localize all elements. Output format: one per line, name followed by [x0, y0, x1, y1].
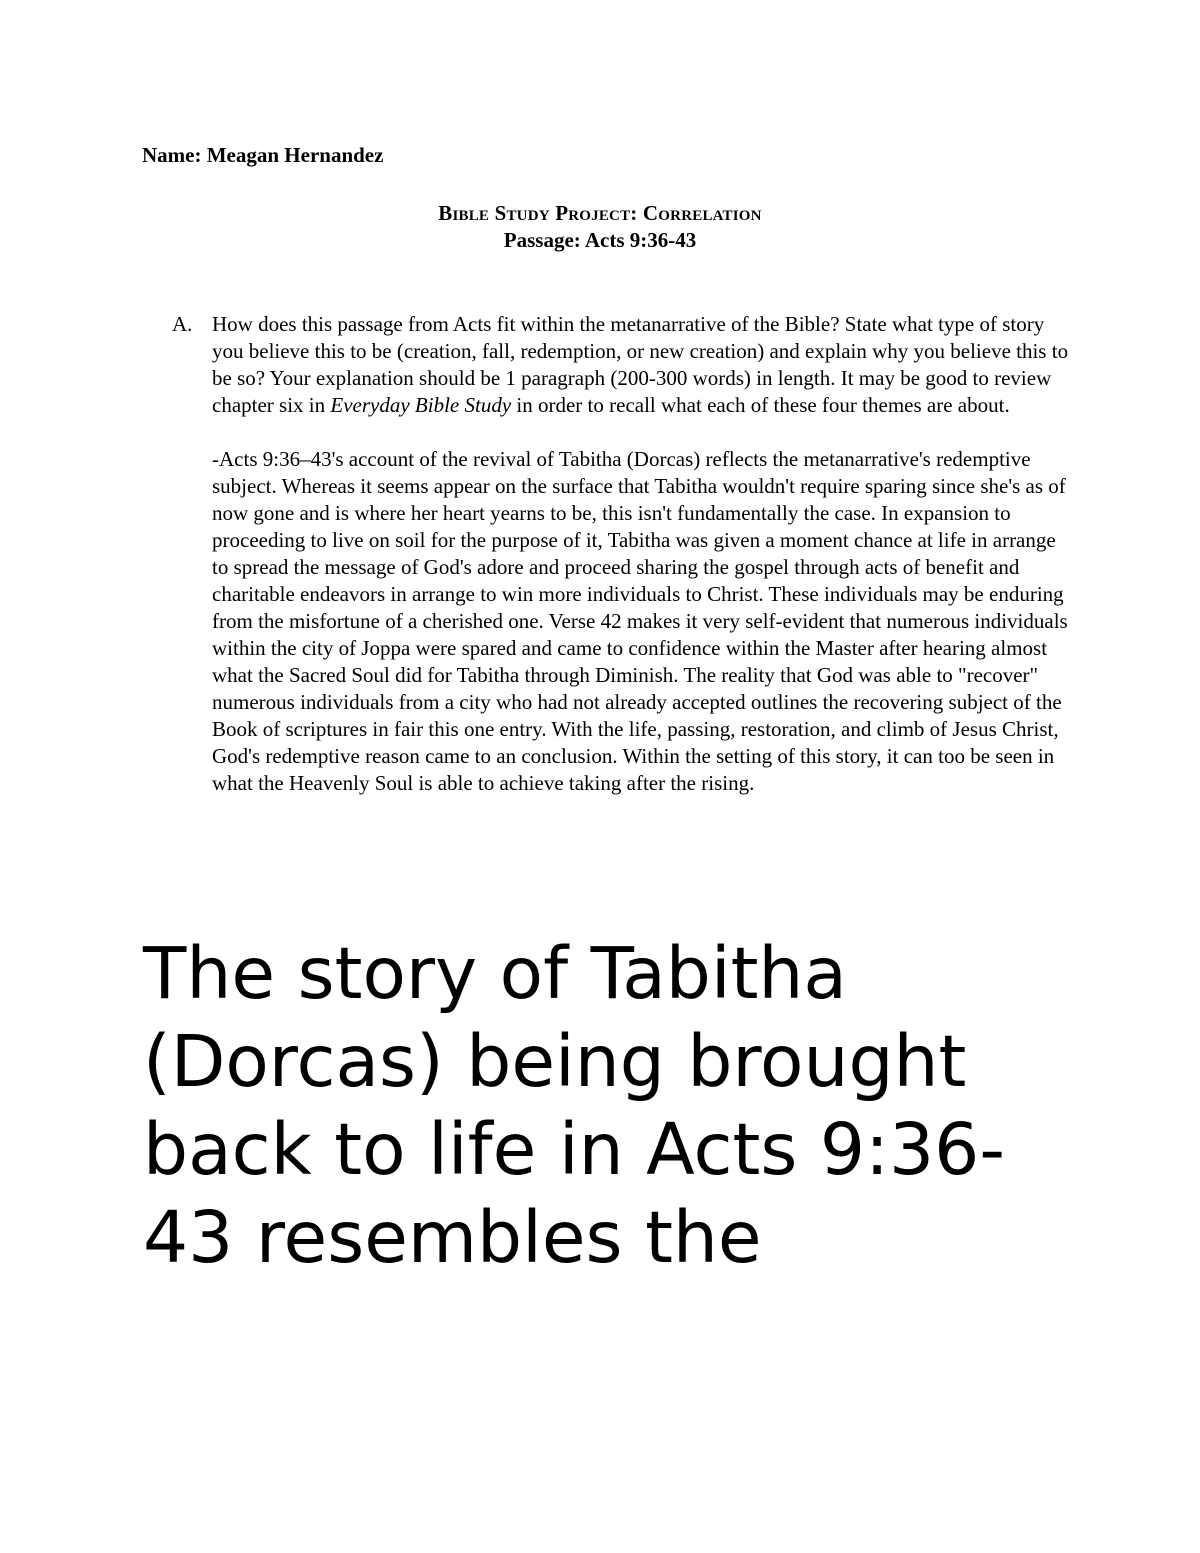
- question-text: [212, 311, 1072, 419]
- question-text-part-1: How does this passage from Acts fit within the metanarrative of the Bible? State what type of story you believe this to be (creation, fall, redemption, or new creation) and explain why you believe this to be so? Your explanation should be 1 paragraph (200-300 words) in length. It may be good to review chapter six in: [212, 312, 1069, 417]
- document-title: Bible Study Project: Correlation: [438, 201, 762, 225]
- title-block: [0, 200, 1200, 254]
- passage-reference: Passage: Acts 9:36-43: [503, 228, 697, 252]
- book-title: Everyday Bible Study: [330, 393, 512, 417]
- large-text-block: The story of Tabitha (Dorcas) being brought back to life in Acts 9:36-43 resembles the: [143, 932, 1005, 1279]
- question-list: [172, 311, 1072, 797]
- student-name: Name: Meagan Hernandez: [142, 143, 384, 167]
- answer-paragraph: -Acts 9:36–43's account of the revival of Tabitha (Dorcas) reflects the metanarrative's redemptive subject. Whereas it seems appear on the surface that Tabitha wouldn't require sparing since she's as of now gone and is where her heart yearns to be, this isn't fundamentally the case. In expansion to proceeding to live on soil for the purpose of it, Tabitha was given a moment chance at life in arrange to spread the message of God's adore and proceed sharing the gospel through acts of benefit and charitable endeavors in arrange to win more individuals to Christ. These individuals may be enduring from the misfortune of a cherished one. Verse 42 makes it very self-evident that numerous individuals within the city of Joppa were spared and came to confidence within the Master after hearing almost what the Sacred Soul did for Tabitha through Diminish. The reality that God was able to "recover" numerous individuals from a city who had not already accepted outlines the recovering subject of the Book of scriptures in fair this one entry. With the life, passing, restoration, and climb of Jesus Christ, God's redemptive reason came to an conclusion. Within the setting of this story, it can too be seen in what the Heavenly Soul is able to achieve taking after the rising.: [212, 447, 1068, 795]
- question-text-part-2: in order to recall what each of these four themes are about.: [511, 393, 1010, 417]
- list-marker: A.: [172, 312, 193, 336]
